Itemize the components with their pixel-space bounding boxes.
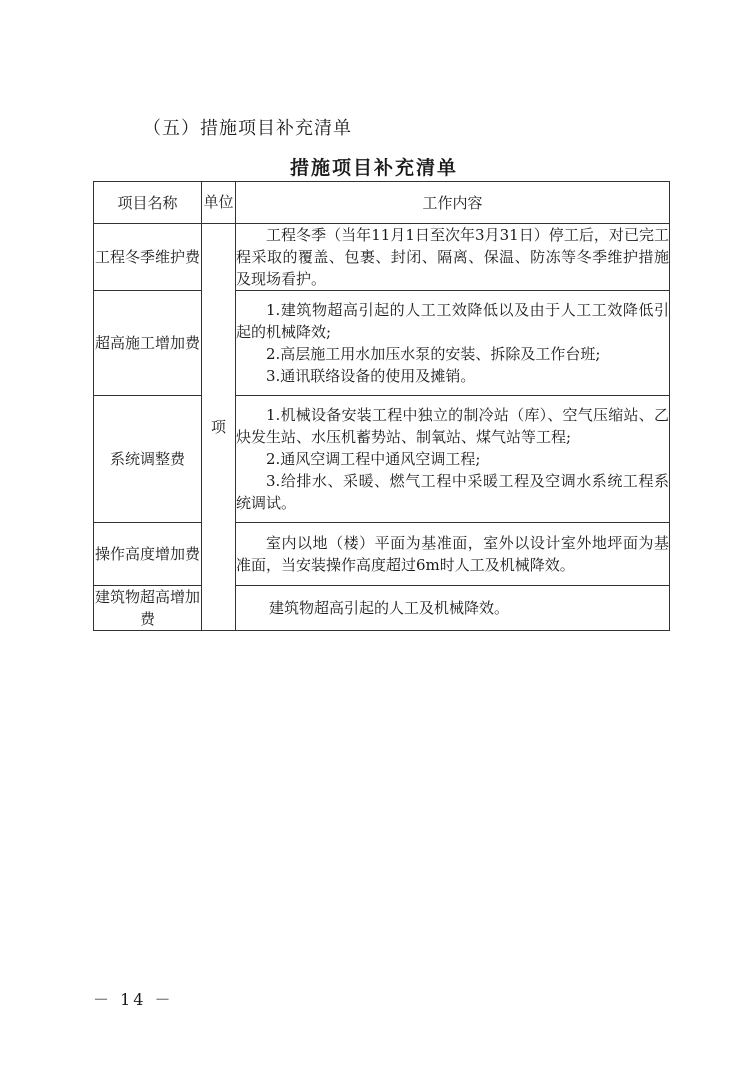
table-header-row bbox=[94, 182, 670, 224]
content-paragraph: 工程冬季（当年11月1日至次年3月31日）停工后，对已完工程采取的覆盖、包裹、封闭、隔离、保温、防冻等冬季维护措施及现场看护。 bbox=[236, 226, 669, 288]
table-row bbox=[94, 291, 670, 396]
content-paragraph: 3.通讯联络设备的使用及摊销。 bbox=[266, 367, 476, 385]
unit-cell: 项 bbox=[202, 224, 236, 631]
content-paragraph: 1.机械设备安装工程中独立的制冷站（库）、空气压缩站、乙炔发生站、水压机蓄势站、制氧站、煤气站等工程; bbox=[236, 406, 669, 446]
table-row bbox=[94, 586, 670, 631]
row-name: 工程冬季维护费 bbox=[94, 224, 202, 291]
content-paragraph: 2.高层施工用水加压水泵的安装、拆除及工作台班; bbox=[266, 345, 601, 363]
row-name: 超高施工增加费 bbox=[94, 291, 202, 396]
table-row bbox=[94, 224, 670, 291]
content-paragraph: 1.建筑物超高引起的人工工效降低以及由于人工工效降低引起的机械降效; bbox=[236, 301, 669, 341]
row-name: 操作高度增加费 bbox=[94, 523, 202, 586]
row-content bbox=[236, 396, 670, 523]
table-title: 措施项目补充清单 bbox=[289, 157, 458, 179]
row-content bbox=[236, 291, 670, 396]
row-content bbox=[236, 586, 670, 631]
content-paragraph: 建筑物超高引起的人工及机械降效。 bbox=[269, 599, 510, 617]
section-heading: （五）措施项目补充清单 bbox=[143, 118, 352, 139]
header-unit: 单位 bbox=[202, 182, 236, 224]
table-row bbox=[94, 396, 670, 523]
row-name: 系统调整费 bbox=[94, 396, 202, 523]
row-content bbox=[236, 224, 670, 291]
content-paragraph: 室内以地（楼）平面为基准面，室外以设计室外地坪面为基准面，当安装操作高度超过6m时人工及机械降效。 bbox=[236, 534, 669, 574]
row-name: 建筑物超高增加费 bbox=[94, 586, 202, 631]
content-paragraph: 3.给排水、采暖、燃气工程中采暖工程及空调水系统工程系统调试。 bbox=[236, 472, 669, 512]
row-content bbox=[236, 523, 670, 586]
content-paragraph: 2.通风空调工程中通风空调工程; bbox=[266, 450, 481, 468]
page-number: － 14 － bbox=[93, 990, 174, 1009]
measures-table bbox=[93, 181, 670, 631]
table-row bbox=[94, 523, 670, 586]
header-content: 工作内容 bbox=[236, 182, 670, 224]
header-name: 项目名称 bbox=[94, 182, 202, 224]
